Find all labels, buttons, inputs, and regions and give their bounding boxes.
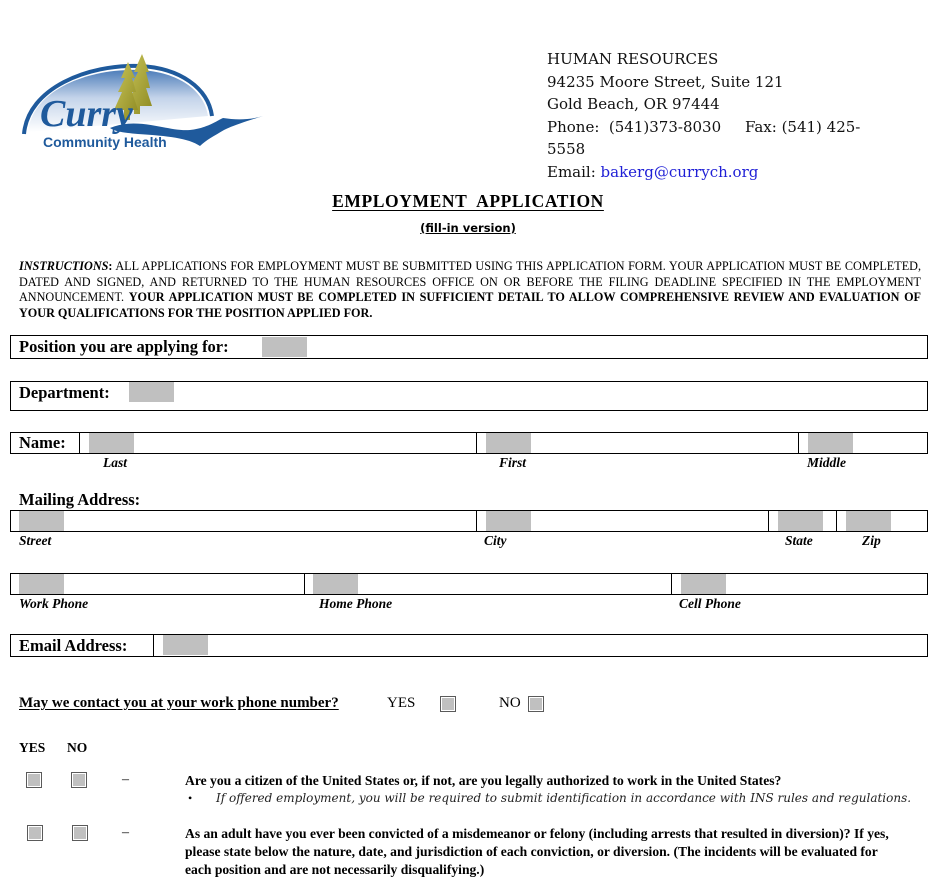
work-phone-caption: Work Phone bbox=[19, 596, 89, 611]
question-2-no-checkbox[interactable] bbox=[72, 825, 88, 841]
email-label: Email Address: bbox=[19, 636, 128, 655]
address-divider bbox=[836, 511, 837, 531]
logo-graphic bbox=[18, 50, 268, 160]
page-title bbox=[0, 191, 936, 212]
phones-box bbox=[10, 573, 928, 595]
question-2-dash: – bbox=[122, 825, 129, 840]
zip-input[interactable] bbox=[846, 511, 891, 531]
cell-phone-caption: Cell Phone bbox=[679, 596, 741, 611]
position-field-box bbox=[10, 335, 928, 359]
hr-address-line1: 94235 Moore Street, Suite 121 bbox=[547, 72, 784, 91]
page-subtitle bbox=[0, 221, 936, 235]
state-input[interactable] bbox=[778, 511, 823, 531]
contact-yes-label: YES bbox=[387, 695, 416, 711]
hr-contact-block bbox=[547, 48, 860, 183]
question-1-note: If offered employment, you will be required to submit identification in accordance with INS rules and regulations. bbox=[216, 791, 912, 805]
email-input[interactable] bbox=[163, 635, 208, 655]
page-subtitle-text: (fill-in version) bbox=[420, 221, 516, 235]
street-input[interactable] bbox=[19, 511, 64, 531]
contact-no-checkbox[interactable] bbox=[528, 696, 544, 712]
email-divider bbox=[153, 635, 154, 656]
hr-email-line bbox=[547, 161, 860, 184]
name-last-caption: Last bbox=[103, 455, 128, 470]
state-caption: State bbox=[785, 533, 813, 548]
work-phone-input[interactable] bbox=[19, 574, 64, 594]
questions-yes-header: YES bbox=[19, 740, 46, 755]
name-last-input[interactable] bbox=[89, 433, 134, 453]
instructions-paragraph bbox=[19, 259, 921, 322]
contact-question: May we contact you at your work phone number? bbox=[19, 695, 339, 711]
mailing-address-label: Mailing Address: bbox=[19, 490, 141, 509]
question-1-dash: – bbox=[122, 772, 129, 787]
page-title-text: EMPLOYMENT APPLICATION bbox=[332, 191, 604, 211]
city-input[interactable] bbox=[486, 511, 531, 531]
question-1-text: Are you a citizen of the United States or, if not, are you legally authorized to work in the United States? bbox=[185, 773, 782, 788]
name-field-box bbox=[10, 432, 928, 454]
position-label: Position you are applying for: bbox=[19, 337, 229, 356]
contact-yes-checkbox[interactable] bbox=[440, 696, 456, 712]
question-1-no-checkbox[interactable] bbox=[71, 772, 87, 788]
logo-tagline: Community Health bbox=[43, 134, 167, 150]
question-1-yes-checkbox[interactable] bbox=[26, 772, 42, 788]
name-divider bbox=[476, 433, 477, 453]
mailing-address-box bbox=[10, 510, 928, 532]
hr-fax-cont: 5558 bbox=[547, 140, 586, 158]
name-divider bbox=[798, 433, 799, 453]
street-caption: Street bbox=[19, 533, 52, 548]
position-input[interactable] bbox=[262, 337, 307, 357]
name-label: Name: bbox=[19, 433, 66, 452]
hr-address-line2: Gold Beach, OR 97444 bbox=[547, 95, 720, 113]
phone-divider bbox=[304, 574, 305, 594]
name-divider bbox=[79, 433, 80, 453]
name-first-input[interactable] bbox=[486, 433, 531, 453]
hr-email-link[interactable]: bakerg@currych.org bbox=[600, 162, 759, 181]
logo-name: Curry bbox=[40, 93, 133, 135]
home-phone-input[interactable] bbox=[313, 574, 358, 594]
address-divider bbox=[768, 511, 769, 531]
name-middle-caption: Middle bbox=[807, 455, 846, 470]
home-phone-caption: Home Phone bbox=[319, 596, 393, 611]
department-label: Department: bbox=[19, 383, 110, 402]
hr-phone-fax: Phone: (541)373-8030 Fax: (541) 425- bbox=[547, 117, 861, 136]
instructions-text: ALL APPLICATIONS FOR EMPLOYMENT MUST BE SUBMITTED USING THIS APPLICATION FORM. YOUR APPLICATION MUST BE COMPLETED, DATED AND SIGNED, AND RETURNED TO THE HUMAN RESOURCES OFFICE ON OR BEFORE THE FILING DEADLINE SPECIFIED IN THE EMPLOYMENT ANNOUNCEMENT. bbox=[19, 259, 921, 305]
question-2-yes-checkbox[interactable] bbox=[27, 825, 43, 841]
name-middle-input[interactable] bbox=[808, 433, 853, 453]
bullet-icon: • bbox=[188, 791, 193, 805]
cell-phone-input[interactable] bbox=[681, 574, 726, 594]
contact-no-label: NO bbox=[499, 695, 521, 711]
address-divider bbox=[476, 511, 477, 531]
zip-caption: Zip bbox=[862, 533, 881, 548]
hr-email-label: Email: bbox=[547, 162, 601, 181]
email-field-box bbox=[10, 634, 928, 657]
question-2-text: As an adult have you ever been convicted of a misdemeanor or felony (including arrests that resulted in diversion)? If yes, please state below the nature, date, and jurisdiction of each conviction, or diversion. (The incidents will be evaluated for each position and are not necessarily disqualifying.) bbox=[185, 826, 889, 877]
hr-department: HUMAN RESOURCES bbox=[547, 50, 719, 68]
curry-community-health-logo bbox=[18, 50, 268, 160]
department-input[interactable] bbox=[129, 382, 174, 402]
questions-no-header: NO bbox=[67, 740, 88, 755]
instructions-lead: INSTRUCTIONS bbox=[19, 259, 109, 273]
city-caption: City bbox=[484, 533, 507, 548]
instructions-bold-text: YOUR APPLICATION MUST BE COMPLETED IN SUFFICIENT DETAIL TO ALLOW COMPREHENSIVE REVIEW AND EVALUATION OF YOUR QUALIFICATIONS FOR THE POSITION APPLIED FOR. bbox=[19, 290, 921, 321]
name-first-caption: First bbox=[499, 455, 527, 470]
department-field-box bbox=[10, 381, 928, 411]
instructions-colon: : bbox=[108, 259, 113, 273]
phone-divider bbox=[671, 574, 672, 594]
